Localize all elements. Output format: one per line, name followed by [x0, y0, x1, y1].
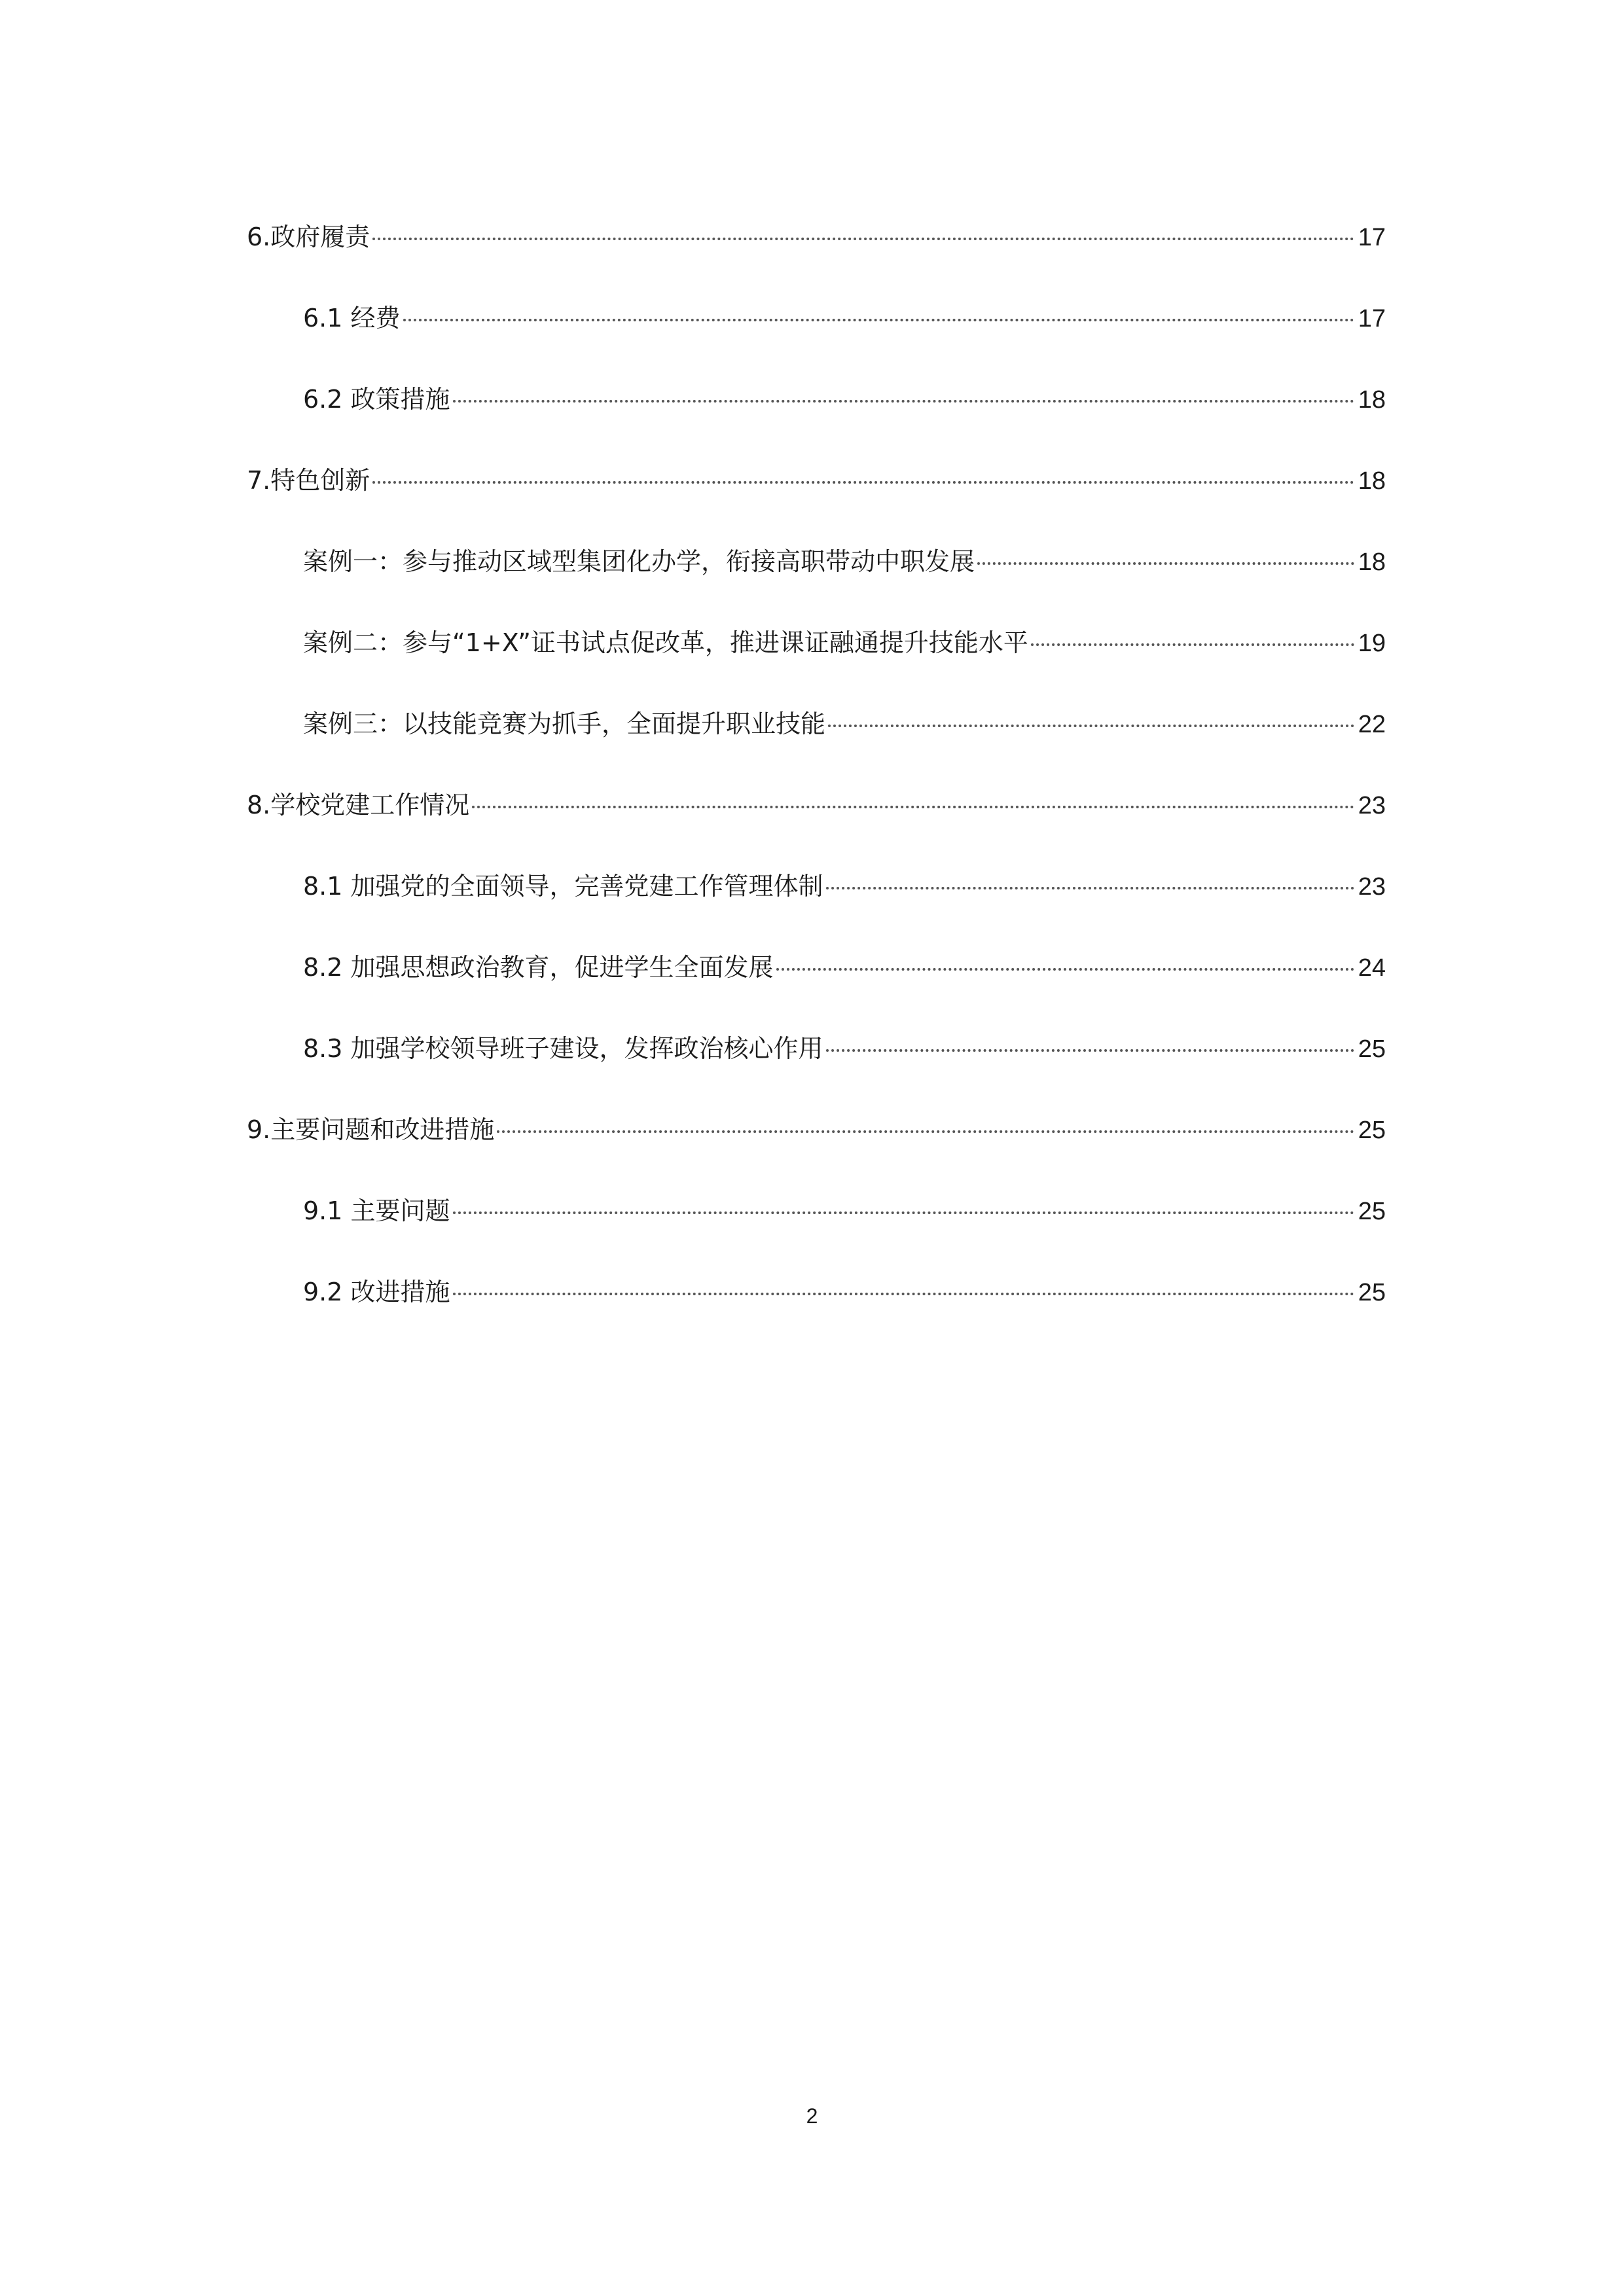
- toc-entry-page: 17: [1358, 224, 1386, 251]
- toc-entry-page: 18: [1358, 467, 1386, 495]
- toc-entry-label: 案例一：参与推动区域型集团化办学，衔接高职带动中职发展: [303, 547, 975, 576]
- toc-entry-label: 6.政府履责: [247, 223, 370, 251]
- toc-dot-leader: [826, 1049, 1354, 1052]
- toc-entry-page: 24: [1358, 954, 1386, 982]
- toc-entry-8-2[interactable]: [247, 927, 1386, 1008]
- toc-dot-leader: [1031, 643, 1354, 646]
- toc-entry-label: 8.学校党建工作情况: [247, 791, 470, 819]
- toc-dot-leader: [826, 887, 1354, 889]
- toc-entry-9[interactable]: [247, 1089, 1386, 1170]
- toc-entry-9-2[interactable]: [247, 1251, 1386, 1333]
- toc-dot-leader: [453, 1211, 1354, 1214]
- toc-entry-label: 8.2 加强思想政治教育，促进学生全面发展: [303, 953, 774, 982]
- toc-entry-page: 22: [1358, 711, 1386, 738]
- toc-entry-8[interactable]: [247, 764, 1386, 846]
- toc-dot-leader: [776, 968, 1354, 971]
- toc-entry-page: 19: [1358, 630, 1386, 657]
- toc-dot-leader: [497, 1130, 1354, 1133]
- table-of-contents: [247, 196, 1386, 1333]
- page-number: 2: [806, 2104, 818, 2128]
- toc-dot-leader: [472, 806, 1354, 808]
- toc-dot-leader: [372, 238, 1354, 240]
- toc-dot-leader: [977, 562, 1354, 565]
- toc-entry-8-1[interactable]: [247, 846, 1386, 927]
- toc-entry-page: 17: [1358, 305, 1386, 332]
- toc-dot-leader: [828, 725, 1354, 727]
- toc-entry-label: 案例三：以技能竞赛为抓手，全面提升职业技能: [303, 709, 826, 738]
- toc-entry-label: 6.1 经费: [303, 304, 401, 332]
- toc-entry-case-3[interactable]: [247, 683, 1386, 764]
- toc-entry-label: 9.1 主要问题: [303, 1196, 450, 1225]
- toc-entry-6-2[interactable]: [247, 359, 1386, 440]
- toc-entry-label: 8.1 加强党的全面领导，完善党建工作管理体制: [303, 872, 823, 901]
- toc-entry-page: 25: [1358, 1117, 1386, 1144]
- toc-entry-6[interactable]: [247, 196, 1386, 278]
- toc-entry-label: 7.特色创新: [247, 466, 370, 495]
- toc-entry-page: 18: [1358, 548, 1386, 576]
- toc-entry-case-2[interactable]: [247, 602, 1386, 683]
- toc-entry-label: 9.2 改进措施: [303, 1278, 450, 1306]
- toc-entry-6-1[interactable]: [247, 278, 1386, 359]
- toc-entry-label: 6.2 政策措施: [303, 385, 450, 414]
- toc-dot-leader: [372, 481, 1354, 484]
- toc-entry-page: 25: [1358, 1198, 1386, 1225]
- toc-entry-label: 9.主要问题和改进措施: [247, 1115, 495, 1144]
- toc-dot-leader: [453, 400, 1354, 403]
- toc-entry-case-1[interactable]: [247, 521, 1386, 602]
- toc-entry-page: 25: [1358, 1279, 1386, 1306]
- toc-entry-page: 23: [1358, 792, 1386, 819]
- toc-entry-label: 8.3 加强学校领导班子建设，发挥政治核心作用: [303, 1034, 823, 1063]
- toc-entry-9-1[interactable]: [247, 1170, 1386, 1251]
- toc-entry-page: 18: [1358, 386, 1386, 414]
- toc-entry-8-3[interactable]: [247, 1008, 1386, 1089]
- toc-entry-page: 25: [1358, 1035, 1386, 1063]
- toc-entry-7[interactable]: [247, 440, 1386, 521]
- toc-dot-leader: [453, 1293, 1354, 1295]
- toc-entry-label: 案例二：参与“1+X”证书试点促改革，推进课证融通提升技能水平: [303, 628, 1028, 657]
- toc-entry-page: 23: [1358, 873, 1386, 901]
- toc-dot-leader: [403, 319, 1354, 321]
